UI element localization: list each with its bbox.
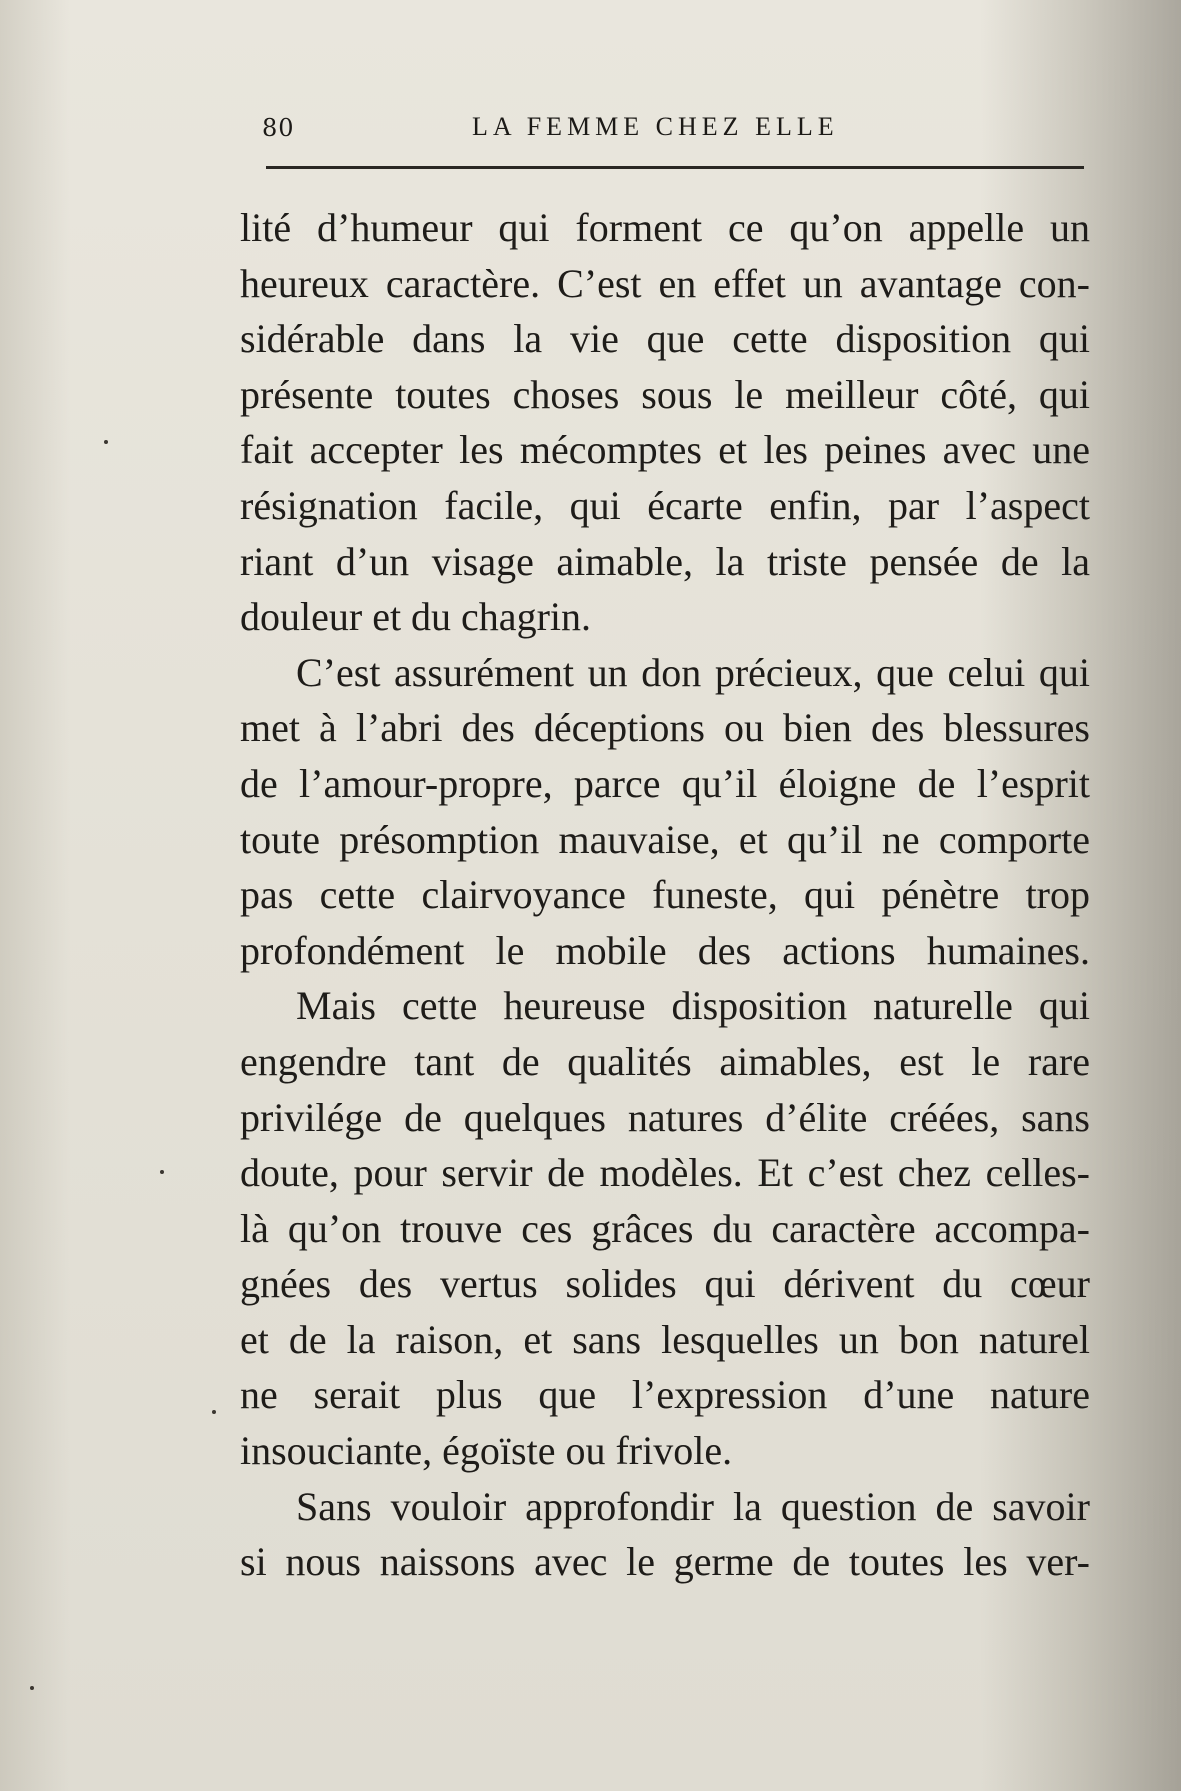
- text-line: ne serait plus que l’expression d’une nature: [240, 1372, 1090, 1418]
- text-line: de l’amour-propre, parce qu’il éloigne de l’esprit: [240, 760, 1090, 806]
- text-line: là qu’on trouve ces grâces du caractère accompa-: [240, 1205, 1090, 1251]
- text-line: fait accepter les mécomptes et les peines avec une: [240, 427, 1090, 473]
- paper-speck: [160, 1170, 164, 1174]
- text-line: lité d’humeur qui forment ce qu’on appelle un: [240, 205, 1090, 250]
- page-number: 80: [262, 114, 295, 142]
- text-line: pas cette clairvoyance funeste, qui pénètre trop: [240, 872, 1090, 918]
- text-line: et de la raison, et sans lesquelles un bon naturel: [240, 1316, 1090, 1362]
- text-line: met à l’abri des déceptions ou bien des blessures: [240, 705, 1090, 751]
- text-line: si nous naissons avec le germe de toutes les ver-: [240, 1539, 1090, 1585]
- text-line: toute présomption mauvaise, et qu’il ne comporte: [240, 816, 1090, 862]
- paragraph-start-line: Mais cette heureuse disposition naturelle qui: [296, 983, 1090, 1029]
- text-line: doute, pour servir de modèles. Et c’est chez celles-: [240, 1150, 1090, 1196]
- paper-speck: [212, 1410, 216, 1414]
- text-line: douleur et du chagrin.: [240, 594, 591, 640]
- header-rule: [266, 166, 1084, 169]
- text-line: présente toutes choses sous le meilleur côté, qui: [240, 371, 1090, 417]
- text-line: heureux caractère. C’est en effet un avantage con-: [240, 260, 1090, 306]
- paragraph-start-line: Sans vouloir approfondir la question de savoir: [296, 1483, 1090, 1529]
- text-line: résignation facile, qui écarte enfin, par l’aspect: [240, 482, 1090, 528]
- text-line: profondément le mobile des actions humaines.: [240, 927, 1090, 973]
- body-text: [240, 200, 1090, 1590]
- paper-speck: [104, 440, 108, 444]
- running-head: [262, 108, 1082, 148]
- text-line: riant d’un visage aimable, la triste pensée de la: [240, 538, 1090, 584]
- text-line: sidérable dans la vie que cette disposition qui: [240, 316, 1090, 362]
- running-title: LA FEMME CHEZ ELLE: [472, 112, 839, 141]
- text-line: gnées des vertus solides qui dérivent du cœur: [240, 1261, 1090, 1307]
- paragraph-start-line: C’est assurément un don précieux, que celui qui: [296, 649, 1090, 695]
- text-line: insouciante, égoïste ou frivole.: [240, 1428, 733, 1474]
- paper-speck: [30, 1686, 34, 1690]
- text-line: engendre tant de qualités aimables, est le rare: [240, 1038, 1090, 1084]
- text-line: privilége de quelques natures d’élite créées, sans: [240, 1094, 1090, 1140]
